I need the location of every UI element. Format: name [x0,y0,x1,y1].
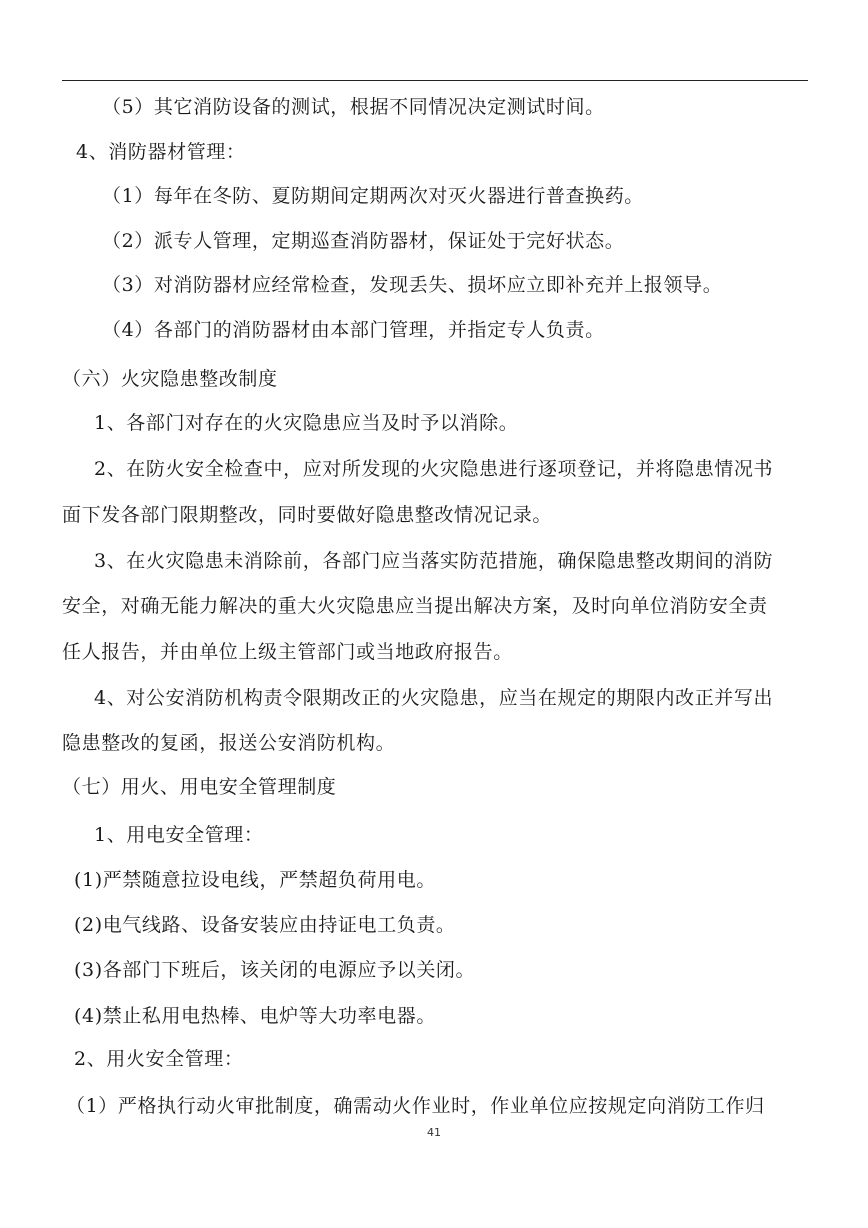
text-line: 1、各部门对存在的火灾隐患应当及时予以消除。 [94,412,519,434]
text-line: （4）各部门的消防器材由本部门管理，并指定专人负责。 [102,319,605,341]
text-line: 1、用电安全管理： [94,824,264,846]
text-line: （2）派专人管理，定期巡查消防器材，保证处于完好状态。 [102,230,625,252]
text-line: 面下发各部门限期整改，同时要做好隐患整改情况记录。 [62,504,553,526]
text-line: （1）严格执行动火审批制度，确需动火作业时，作业单位应按规定向消防工作归 [66,1095,765,1117]
text-line: (3)各部门下班后，该关闭的电源应予以关闭。 [74,959,476,981]
text-line: 任人报告，并由单位上级主管部门或当地政府报告。 [62,641,513,663]
page-number: 41 [427,1126,441,1139]
section-heading: （六）火灾隐患整改制度 [62,368,278,390]
header-rule [62,80,808,81]
text-line: 安全，对确无能力解决的重大火灾隐患应当提出解决方案，及时向单位消防安全责 [62,595,768,617]
text-line: 2、在防火安全检查中，应对所发现的火灾隐患进行逐项登记，并将隐患情况书 [94,458,774,480]
text-line: (4)禁止私用电热棒、电炉等大功率电器。 [74,1005,436,1027]
text-line: 2、用火安全管理： [74,1048,244,1070]
text-line: 4、消防器材管理： [76,141,246,163]
text-line: （5）其它消防设备的测试，根据不同情况决定测试时间。 [102,96,605,118]
text-line: 隐患整改的复函，报送公安消防机构。 [62,732,396,754]
text-line: （3）对消防器材应经常检查，发现丢失、损坏应立即补充并上报领导。 [102,274,723,296]
text-line: (2)电气线路、设备安装应由持证电工负责。 [74,914,456,936]
section-heading: （七）用火、用电安全管理制度 [62,776,337,798]
text-line: 3、在火灾隐患未消除前，各部门应当落实防范措施，确保隐患整改期间的消防 [94,550,774,572]
text-line: （1）每年在冬防、夏防期间定期两次对灭火器进行普查换药。 [102,185,644,207]
text-line: (1)严禁随意拉设电线，严禁超负荷用电。 [74,869,436,891]
text-line: 4、对公安消防机构责令限期改正的火灾隐患，应当在规定的期限内改正并写出 [94,687,774,709]
